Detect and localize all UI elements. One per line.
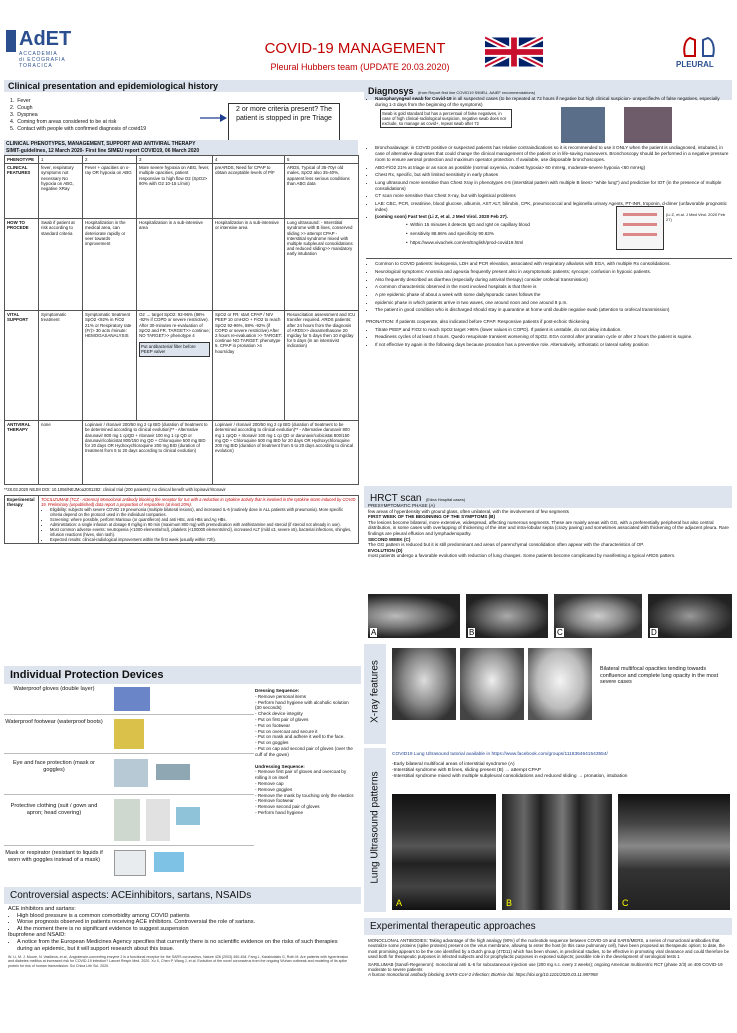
list-item: • Also frequently described as diarrhea (especially during antiviral therapy) consider orofecal transmission) <box>375 277 732 283</box>
list-item: - Remove second pair of gloves <box>255 804 320 810</box>
table-cell: Hospitalization in a sub-intensive area <box>137 219 213 311</box>
table-row <box>5 219 359 311</box>
list-item: - Remove goggles <box>255 786 293 792</box>
ipd-title: Individual Protection Devices <box>4 666 361 684</box>
lus-image-c <box>618 794 730 910</box>
us-label: A <box>396 898 403 908</box>
lus-image-a <box>392 794 496 910</box>
diagnosis-content <box>366 96 732 348</box>
xray-image-1 <box>392 648 456 720</box>
apron-icon <box>146 799 170 841</box>
list-item: - Perform hand hygiene with alcoholic solution (30 seconds) <box>255 699 349 711</box>
footnote: **28.03.2020 NEJM DOI: 10.1056/NEJMoa2001282: clinical trial (200 patients): no clinical benefit with lopinavir/ritonavir <box>4 487 226 493</box>
nsaid-list <box>8 939 353 952</box>
table-cell: Fever + opacities on x-ray OR hypoxia on ABG <box>83 164 137 219</box>
adet-logo <box>6 28 86 68</box>
clinical-list <box>10 98 220 133</box>
ct-label: A <box>371 628 377 637</box>
ct-label: D <box>651 628 657 637</box>
face-shield-icon <box>114 759 148 787</box>
clinical-item: 1. Fever <box>10 98 31 104</box>
experimental-title: Experimental therapeutic approaches <box>364 918 732 935</box>
phenotype-table <box>4 155 359 485</box>
list-item: - Remove personal items <box>255 693 307 699</box>
col-header: PHENOTYPE <box>5 156 39 164</box>
adet-logo-name: AdET <box>19 28 72 50</box>
list-item: • A common characteristic observed in the most involved hospitals is that there is <box>375 284 732 290</box>
exp-content <box>39 496 359 544</box>
table-row <box>5 164 359 219</box>
list-item: - Put on overcoat and secure it <box>255 728 318 734</box>
list-item: - Put on mask and adhere it well to the face. <box>255 734 345 740</box>
phenotype-section <box>4 140 358 544</box>
adet-logo-sub2: di ECOGRAFIA <box>19 57 66 63</box>
ipd-item-label: Waterproof footwear (waterproof boots) <box>5 719 103 725</box>
list-item: • Neurological symptoms: Anosmia and ageusia frequently present also in asymptomatic patients; syncope; confusion in hypoxic patients. <box>375 269 732 275</box>
filter-note: Put antibacterial filter before PEEP valve! <box>139 342 210 356</box>
list-item: • Common to COVID patients: leukopenia, LDH and PCR elevation, associated with respiratory alkalosis with EGA, with multiple Rx consolidations. <box>375 261 732 267</box>
ct-label: C <box>557 628 563 637</box>
xray-image-2 <box>460 648 524 720</box>
ct-image-b <box>466 594 548 638</box>
table-cell: SpO2 or FR: start CPAP / NIV PEEP 10 cmH2O + FiO2 to reach SpO2 92-96%, 88% -92% (if COPD or severe restrictive) After 2 hours re-evaluation >> TARGET: continue NO TARGET: phenotype 5. CPAP in pronation >4 hours/day <box>213 311 285 421</box>
col-header: 5 <box>285 156 359 164</box>
experimental-therapy-table <box>4 495 359 544</box>
swab-photo-1 <box>561 107 605 143</box>
list-item: - Put on goggles <box>255 740 289 746</box>
header <box>0 0 737 75</box>
clinical-title: Clinical presentation and epidemiological history <box>4 80 364 92</box>
adet-logo-mark <box>6 30 16 52</box>
xray-text: Bilateral multifocal opacities tending towards confluence and complete lung opacity in the most severe cases <box>600 666 719 686</box>
table-cell: Symptomatic treatment SpO2 <92% in FiO2 21% or Respiratory rate (Fr)> 30 acts /minute: HEMOGASANALYSIS <box>83 311 137 421</box>
ct-image-c <box>554 594 642 638</box>
lus-side-bar <box>364 748 386 912</box>
list-item: • Expected results: clinical-radiological improvement within the first week (usually within 72h). <box>50 537 356 542</box>
clinical-item: 4. Coming from areas considered to be at risk <box>10 119 117 125</box>
adet-logo-sub3: TORACICA <box>19 63 53 69</box>
list-item: -Early bilateral multifocal areas of interstitial syndrome (A) <box>392 762 515 767</box>
references: W. Li, M. J. Moore, N. Vasilieva, et al., Angiotensin-converting enzyme 2 is a functional receptor for the SARS coronavirus, Nature 426 (2003) 450-454. Fang L, Karakiulakis G, Roth M. Are patients with hypertension and diabetes mellitus at increased risk for COVID-19 infection? Lancet Respir Med. 2020. Xu X, Chen P, Wang J, et al. Evolution of the novel coronavirus from the ongoing Wuhan outbreak and modeling of its spike protein for risk of human transmission. Sci China Life Sci. 2020. <box>8 955 349 968</box>
phase-heading: SECOND WEEK (C) <box>368 536 411 542</box>
uk-flag-icon <box>485 35 543 69</box>
antibody-ref: A human monoclonal antibody blocking SARS-CoV-2 infection; BioRxiv doi: https://doi.org/10.1101/2020.03.11.987958 <box>368 972 598 978</box>
list-item: • Eligibility: subjects with severe COVID 19 pneumonia (multiple bilateral lesions), and increased IL-6 (routinely dose in ALL patients with pneumonia). More specific criteria depend on the protocol used in the individual companies. <box>50 507 356 517</box>
arrow-right-icon <box>200 113 228 123</box>
list-item: • Within 15 minutes it detects IgG and IgM on capillary blood <box>406 222 530 228</box>
ct-image-a <box>368 594 460 638</box>
swab-note: Swab is gold standard but has a percentual of false negatives, in case of high clinical-radiological suspicion, negative swab does not exclude, so manage as covid+, repeat swab after 72 <box>380 109 512 128</box>
xray-image-3 <box>528 648 592 720</box>
lus-side-label: Lung Ultrasound patterns <box>369 771 381 884</box>
page-title: COVID-19 MANAGEMENT <box>264 40 446 57</box>
list-item <box>4 715 254 754</box>
table-row <box>5 421 359 485</box>
table-cell: Lopinavir / ritonavir 200/50 mg 2 cp BID (duration of treatment to be determined according to clinical evolution)** - Alternative darunavir 800 mg 1 cpQD + ritonavir 100 mg 1 cp QD or darunavir/cobicistat 800/150 mg QD + Chloroquine 500 mg BID for 20 days OR Hydroxychloroquine 200 mg BID (duration of treatment from 5 to 20 days according to clinical evolution) <box>213 421 359 485</box>
list-item: - Put on cap and second pair of gloves (over the cuff of the gown) <box>255 745 353 757</box>
clinical-item: 5. Contact with people with confirmed diagnosis of covid19 <box>10 126 147 132</box>
experimental-content <box>368 938 730 978</box>
boots-icon <box>114 719 144 749</box>
list-item: • sensitivity 88.66% and specificity 90.63% <box>406 230 494 236</box>
ipd-item-label: Protective clothing (suit / gown and apron; head covering) <box>10 803 98 816</box>
respirator-icon <box>114 850 146 876</box>
undressing-title: Undressing Sequence: <box>255 763 305 769</box>
pleural-logo <box>672 36 727 74</box>
list-item: • Bronchoalavage: in COVID positive or suspected patients has relative contraindications so it is recommended to use it ONLY when the patient is undiagnosed, intubated, in case of alternative diagnoses that could change the clinical management of the patient or in life-saving maneuvers. Bronchoscopy should be performed in a negative pressure room to ensure aerosol protection and maximum operator protection. If available, use disposable bronchoscopes. <box>375 145 732 162</box>
hrct-title: HRCT scan <box>370 493 422 504</box>
us-label: C <box>622 898 629 908</box>
phase-text: most patients undergo a favorable evolution with reduction of lung changes. Some patients become complicated by manifesting a typical ARDS pattern. <box>368 553 676 559</box>
list-item <box>4 754 254 795</box>
list-item: • High blood pressure is a common comorbidity among COVID patients <box>17 913 353 920</box>
list-item: -Interstitial syndrome mixed with multiple subpleural consolidations and reduced sliding → pronation, intubation <box>392 774 628 779</box>
table-cell: Resuscitation assessment and ICU transfer required. ARDS patients: after 24 hours from the diagnosis of ARDS>> dexamethasone 20 mg/day for 5 days then 10 mg/day for 5 days (in an intensivist indication) <box>285 311 359 421</box>
table-cell: Lopinavir / ritonavir 200/50 mg 2 cp BID (duration of treatment to be determined according to clinical evolution)** - Alternative darunavir 800 mg 1 cpQD + ritonavir 100 mg 1 cp QD or darunavir/cobicistat 800/150 mg QD + Chloroquine 500 mg BID for 20 days OR Hydroxychloroquine 200 mg BID (duration of treatment from 5 to 20 days according to clinical evolution) <box>83 421 213 485</box>
list-item <box>4 684 254 715</box>
ipd-item-label: Mask or respirator (resistant to liquids if worn with goggles instead of a mask) <box>5 850 103 863</box>
list-item: • https://www.vivachek.com/en/English/prod-covid19.html <box>406 239 524 245</box>
list-item: - Check device integrity <box>255 711 303 717</box>
list-item: • Most common adverse events: neutropenia (<1000 elements/mcl), platelets (<100000 elements/mcl), increased ALT (mild x3, severe x5), bacterial infections, shingles, infusion reactions (hives, skin rash). <box>50 527 356 537</box>
col-header: 4 <box>213 156 285 164</box>
fast-test-cite: (Li Z, et al. J Med Virol. 2020 Feb 27) <box>666 212 726 223</box>
list-item: • (coming soon) Fast test (Li Z, et al. J Med Virol. 2020 Feb 27). <box>375 214 732 220</box>
list-item: • A notice from the European Medicines Agency specifies that currently there is no scientific evidence on the risks of such therapies during an epidemic, but it will support research about this issue. <box>17 939 353 952</box>
table-cell: none <box>39 421 83 485</box>
list-item: - Put on first pair of gloves <box>255 716 309 722</box>
phenotype-heading2: SIMIT-guidelines, 12 March 2020- First line SIMEU report COVID19, 06 March 2020 <box>4 148 358 155</box>
list-item: • ABG-FiO2 21% at triage or as soon as possible (normal oxyemia, modest hypoxia> 60 mmHg, moderate-severe hypoxia <60 mmHg) <box>375 165 732 171</box>
lungs-icon <box>682 36 716 58</box>
xray-side-bar <box>364 644 386 744</box>
controversial-title: Controversial aspects: ACEinhibitors, sartans, NSAIDs <box>4 887 361 904</box>
table-cell: Lung ultrasound: - Interstitial syndrome with B lines, conserved sliding >> attempt CPAP - Interstitial syndrome mixed with multiple subpleural consolidations and reduced sliding>> mandatory early intubation <box>285 219 359 311</box>
table-cell: Symptomatic treatment <box>39 311 83 421</box>
cap-icon <box>176 807 200 825</box>
table-row <box>5 311 359 421</box>
list-item: • Administration: a single infusion at dosage 8 mg/kg in 90 min (maximum 800 mg) with premedication with antihistamine and steroid (if steroid not already in use). <box>50 522 356 527</box>
list-item: • LAB: CBC, PCR, creatinine, blood glucose, albumin, AST ALT, bilirubin, CPK, pneumococcal and legionella urinary Agents, PT-INR, troponin, d-dimer (unfavorable prognostic index) <box>375 201 732 212</box>
list-item <box>4 846 254 884</box>
list-item: • Screening: where possible, perform Mantoux (or quantiferon) and anti HBc, anti HBs and Ag HBs. <box>50 517 356 522</box>
list-item: • Worse prognosis observed in patients receiving ACE inhibitors. Controversial the role of sartans. <box>17 919 353 926</box>
list-item: • Titrate PEEP and FIO2 to reach SpO2 target >96% (lower values in COPD). If patient is unstable, do not delay intubation. <box>375 327 732 333</box>
phenotype-header-row <box>5 156 359 164</box>
ipd-list <box>4 684 254 884</box>
ipd-item-label: Waterproof gloves (double layer) <box>13 686 95 692</box>
table-cell: Hospitalization in a sub-intensive or intensive area <box>213 219 285 311</box>
table-cell: Swab if patient at risk according to standard criteria <box>39 219 83 311</box>
monoclonal-text: MONOCLONAL ANTIBODIES: Taking advantage of the high analogy (90%) of the nucleotide sequence between COVID-19 and SARS/MERS, a series of monoclonal antibodies that neutralize some proteins (spike proteins) present on the virus membrane, allowing to enter the host (in this case pulmonary cell), have been proposed as therapeutic option; to date, the most promising appears to be the one identified by a Dutch group (47D11) which has been shown, in preclinical studies, to be effective in promoting viral clearance and could therefore be used both for therapeutic purposes in infected subjects and for prophylactic purposes in exposed subjects; possible role in the development of serological tests 1 <box>368 938 730 960</box>
ipd-item-label: Eye and face protection (mask or goggles) <box>12 760 96 773</box>
xray-side-label: X-ray features <box>369 660 381 723</box>
dressing-title: Dressing Sequence: <box>255 688 300 693</box>
list-item: - Put on footwear <box>255 722 290 728</box>
lus-tutorial: COVID19 Lung Ultrasound tutorial available in https://www.facebook.com/groups/1118364641543554/ <box>392 752 608 757</box>
hrct-title-note: (Edna Hospital cases) <box>425 497 466 502</box>
table-cell: O2 → target SpO2: 92-96% (88% -92% if COPD or severe restrictive). After 30-minutes re-evaluation of SpO2 and FR. TARGET>> continue; NO TARGET>> phenotype 4 Put antibacterial filter before PEEP valve! <box>137 311 213 421</box>
col-header: 2 <box>83 156 137 164</box>
phase-text: The GG pattern is reduced but it is still predominant and areas of parenchymal consolidation often appear with the characteristics of OP. <box>368 542 644 548</box>
list-item: • epidemic phase in which patients arrive in two waves, one around noon and one around 8 p.m. <box>375 300 732 306</box>
lus-image-b <box>502 794 612 910</box>
table-cell: fever, respiratory symptoms not necessary No hypoxia on ABG, negative XRay <box>39 164 83 219</box>
phase-heading: FIRST WEEK OF THE BEGINNING OF THE SYMPTOMS (B) <box>368 514 496 520</box>
table-cell: preARDS, Need for CPAP to obtain acceptable levels of P/F <box>213 164 285 219</box>
fast-test-image <box>616 206 664 250</box>
pronation-heading: PRONATION: If patients cooperate, also indicated before CPAP. Responsive patients if post-echoic thickening <box>366 319 590 325</box>
list-item: • Nasopharyngeal swab for Covid-19 in all suspected cases (to be repeated at 72 hours if negative but high clinical suspicion- unspecified% of false negatives, especially during 1-3 days from the beginning of the symptoms) <box>375 96 732 107</box>
list-item <box>4 795 254 846</box>
list-item: • A pre epidemic phase of about a week with some daily/sporadic cases follows the <box>375 292 732 298</box>
list-item: - Remove cap <box>255 780 284 786</box>
triage-callout: 2 or more criteria present? The patient is stopped in pre Triage <box>228 103 340 141</box>
list-item: • Readiness cycles of at least 4 hours. Quedo resupinate transient worsening of SpO2. EGA control after pronation cycle or after 2 hours the patient is supine. <box>375 334 732 340</box>
list-item: - Perform hand hygiene <box>255 809 304 815</box>
swab-photo-2 <box>624 107 672 143</box>
list-item: - Remove the mask by touching only the elastics <box>255 792 354 798</box>
list-item: • Lung ultrasound more sensitive than Chest Xray in phenotypes 4-5 (interstitial pattern with multiple B lines> "white lung") and predictive for IOT (in the presence of multiple consolidations) <box>375 180 732 191</box>
diagnosis-title: Diagnosys <box>368 86 414 96</box>
row-label: ANTIVIRAL THERAPY <box>5 421 39 485</box>
phenotype-heading1: CLINICAL PHENOTYPES, MANAGEMENT, SUPPORT AND ANTIVIRAL THERAPY <box>4 140 358 148</box>
list-item: • The patient in good condition who is discharged should stay in quarantine at home until double negative swab (attention to orofecal transmission) <box>375 307 732 313</box>
list-item: - Remove first pair of gloves and overcoat by rolling it on itself <box>255 769 347 781</box>
list-item: • If not effective try again in the following days because pronation has a preventive role. Alternatively, orthostatic or lateral safety position <box>375 342 732 348</box>
exp-label: Experimental therapy <box>5 496 39 544</box>
row-label: VITAL SUPPORT <box>5 311 39 421</box>
table-cell: ARDS, Typical of 35-70yr old males, SpO2 also 35-40%, apparent less serious conditions than ABG data <box>285 164 359 219</box>
page-subtitle: Pleural Hubbers team (UPDATE 20.03.2020) <box>270 62 450 72</box>
pleural-logo-text: PLEURAL <box>676 60 714 69</box>
phase-heading: EVOLUTION (D) <box>368 547 403 553</box>
us-label: B <box>506 898 513 908</box>
mask-icon <box>154 852 184 872</box>
clinical-item: 2. Cough <box>10 105 33 111</box>
gown-icon <box>114 799 140 841</box>
table-cell: More severe hypoxia on ABG, fever, multiple opacities, patient responsive to high flow O2 (SpO2> 90% with O2 10-15 L/min) <box>137 164 213 219</box>
hrct-text <box>368 503 730 559</box>
list-item: - Remove footwear <box>255 798 294 804</box>
ct-label: B <box>469 628 475 637</box>
lus-text <box>392 752 730 780</box>
phase-heading: PRESYMPTOMATIC PHASE (A) <box>368 503 435 508</box>
list-item: • At the moment there is no significant evidence to suggest suspension <box>17 926 353 933</box>
sarilumab-text: SARILUMAB (Sanofi-Regeneron): monoclonal anti IL-6 for subcutaneous injection use (200 mg s.c. every 2 weeks); ongoing American multicentric RCT (phase 2/3) on 400 COVID-19 moderate to severe patients <box>368 961 723 973</box>
gloves-icon <box>114 687 150 711</box>
clinical-item: 3. Dyspnea <box>10 112 38 118</box>
row-label: HOW TO PROCEDE <box>5 219 39 311</box>
exp-text: TOCILIZUMAB (TCZ - Actemra) Monoclonal antibody blocking the receptor for IL6 with a reduction in cytokine activity that is involved in the cytokine storm induced by COVID 19. Preliminary (unpublished) data report a proportion of responders (at least 20%). <box>41 497 356 508</box>
dressing-sequence <box>255 688 355 816</box>
ct-image-d <box>648 594 732 638</box>
phase-text: The lesions become bilateral, more extensive, widespread, affecting numerous segments. These are mainly areas with GG, with a preferentially peripheral but also central distribution, in some cases with overlapping of thickening of the inter and intra-lobular septa (crazy paving) and sometimes associated with thickening of the adjacent pleura. Rare findings are pleural effusion and lymphadenopathy. <box>368 519 729 536</box>
exp-list <box>41 507 356 542</box>
ace-heading: ACE inhibitors and sartans: <box>8 906 76 912</box>
row-label: CLINICAL FEATURES <box>5 164 39 219</box>
col-header: 1 <box>39 156 83 164</box>
fast-test-sublist <box>406 222 606 245</box>
list-item: • Chest Rx, specific, but with limited sensitivity in early phases <box>375 172 732 178</box>
phase-text: few areas of hyperdensity with ground glass, often unilateral, with the involvement of few segments <box>368 508 569 514</box>
col-header: 3 <box>137 156 213 164</box>
controversial-content <box>8 906 353 968</box>
goggles-icon <box>156 764 190 780</box>
list-item: • CT scan more sensitive than Chest X-ray, but with logistical problems <box>375 193 732 199</box>
nsaid-heading: Ibuprofene and NSAID: <box>8 932 66 939</box>
ace-list <box>8 913 353 933</box>
diagnosis-title-note: (from Report first line COVID19 SIMEU, AAIEF recommendations) <box>417 90 536 95</box>
list-item: -Interstitial syndrome with B lines, sliding present (B) → attempt CPAP <box>392 768 541 773</box>
adet-logo-sub1: ACCADEMIA <box>19 51 58 57</box>
table-cell: Hospitalization in the medical area, can deteriorate rapidly or veer towards improvement <box>83 219 137 311</box>
